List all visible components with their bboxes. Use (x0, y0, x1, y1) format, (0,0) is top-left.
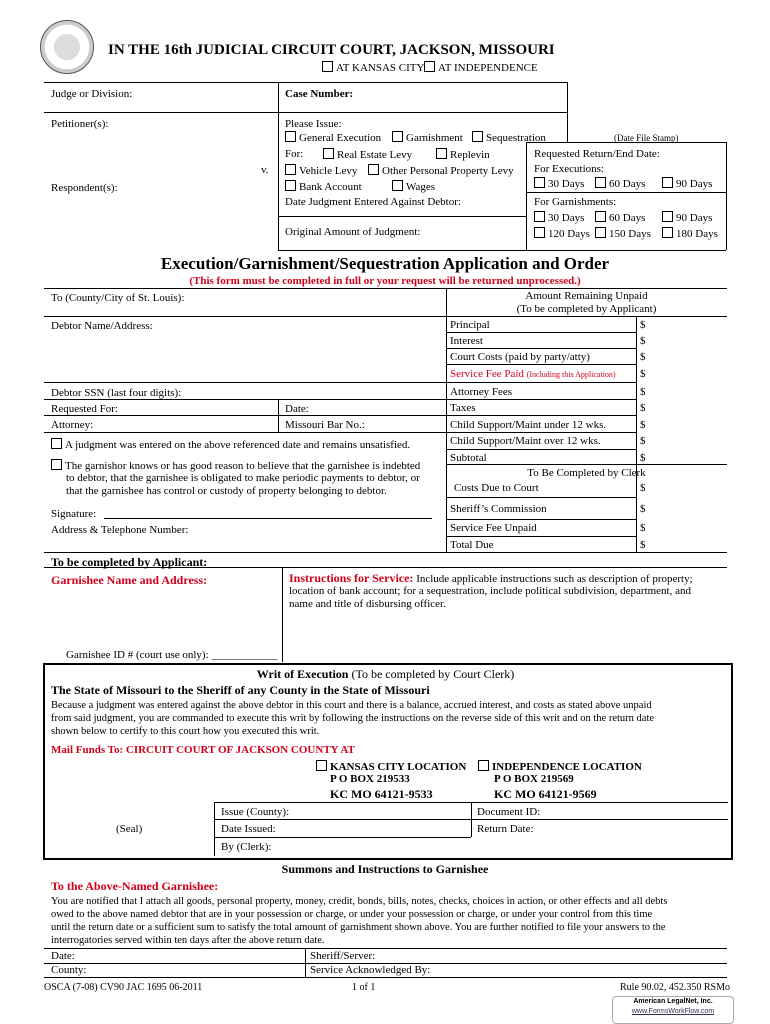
checkbox-icon[interactable] (51, 459, 62, 470)
issue-county-label: Issue (County): (221, 806, 290, 818)
form-subtitle: (This form must be completed in full or your request will be returned unprocessed.) (189, 275, 581, 287)
original-amount-label: Original Amount of Judgment: (285, 226, 421, 238)
garnishee-id-field[interactable]: Garnishee ID # (court use only): ____________ (66, 649, 278, 661)
checkbox-icon[interactable] (392, 180, 403, 191)
attorney-label: Attorney: (51, 419, 94, 431)
checkbox-icon[interactable] (595, 177, 606, 188)
requested-for-label: Requested For: (51, 403, 118, 415)
case-number-label: Case Number: (285, 88, 354, 100)
date-judgment-label: Date Judgment Entered Against Debtor: (285, 196, 461, 208)
dollar-sign: $ (640, 539, 646, 551)
vendor-logo (612, 996, 734, 1024)
option-wages[interactable]: Wages (392, 180, 435, 193)
seal-label: (Seal) (116, 823, 143, 835)
checkbox-icon[interactable] (322, 61, 333, 72)
checkbox-icon[interactable] (285, 164, 296, 175)
amount-unpaid-header: Amount Remaining Unpaid (525, 290, 648, 302)
address-phone-label: Address & Telephone Number: (51, 524, 189, 536)
garn-90-days[interactable]: 90 Days (662, 211, 712, 224)
sheriff-server-label: Sheriff/Server: (310, 950, 376, 962)
location-independence[interactable]: AT INDEPENDENCE (424, 61, 538, 74)
garn-60-days[interactable]: 60 Days (595, 211, 645, 224)
garnishor-statement-line3: that the garnishee has control or custody of property belonging to debtor. (66, 485, 387, 497)
checkbox-icon[interactable] (534, 177, 545, 188)
exec-60-days[interactable]: 60 Days (595, 177, 645, 190)
date-issued-label: Date Issued: (221, 823, 276, 835)
summons-body-line4: interrogatories served within ten days after the above return date. (51, 935, 325, 946)
instructions-line2: location of bank account; for a sequestration, include political subdivision, department, and (289, 585, 691, 597)
option-garnishment[interactable]: Garnishment (392, 131, 463, 144)
amount-total-due-label: Total Due (450, 539, 494, 551)
ind-po-box: P O BOX 219569 (494, 773, 574, 785)
option-general-execution[interactable]: General Execution (285, 131, 381, 144)
dollar-sign: $ (640, 503, 646, 515)
amount-child-under-label: Child Support/Maint under 12 wks. (450, 419, 607, 431)
dollar-sign: $ (640, 335, 646, 347)
signature-label: Signature: (51, 508, 97, 520)
checkbox-icon[interactable] (662, 211, 673, 222)
writ-state-line: The State of Missouri to the Sheriff of any County in the State of Missouri (51, 683, 430, 697)
kansas-city-location-option[interactable]: KANSAS CITY LOCATION (316, 760, 466, 773)
writ-body-line3: shown below to certify to this court how you executed this writ. (51, 726, 320, 737)
exec-90-days[interactable]: 90 Days (662, 177, 712, 190)
checkbox-icon[interactable] (424, 61, 435, 72)
clerk-header: To Be Completed by Clerk (527, 467, 646, 479)
respondent-label: Respondent(s): (51, 182, 118, 194)
amount-costs-due-label: Costs Due to Court (454, 482, 539, 494)
service-acknowledged-label: Service Acknowledged By: (310, 964, 431, 976)
amount-taxes-label: Taxes (450, 402, 476, 414)
amount-court-costs-label: Court Costs (paid by party/atty) (450, 351, 590, 363)
checkbox-icon[interactable] (285, 180, 296, 191)
to-county-label: To (County/City of St. Louis): (51, 292, 185, 304)
writ-title: Writ of Execution (To be completed by Court Clerk) (256, 667, 515, 681)
signature-line[interactable] (104, 518, 432, 519)
amount-attorney-fees-label: Attorney Fees (450, 386, 513, 398)
page-number: 1 of 1 (352, 982, 376, 993)
checkbox-icon[interactable] (595, 211, 606, 222)
checkbox-icon[interactable] (534, 227, 545, 238)
summons-title: Summons and Instructions to Garnishee (281, 862, 489, 876)
independence-location-option[interactable]: INDEPENDENCE LOCATION (478, 760, 642, 773)
for-label: For: (285, 148, 304, 160)
checkbox-icon[interactable] (595, 227, 606, 238)
checkbox-icon[interactable] (285, 131, 296, 142)
dollar-sign: $ (640, 386, 646, 398)
garnishee-name-label: Garnishee Name and Address: (51, 573, 208, 587)
summons-county-label: County: (51, 964, 87, 976)
court-title: IN THE 16th JUDICIAL CIRCUIT COURT, JACKSON, MISSOURI (108, 42, 555, 58)
document-id-label: Document ID: (477, 806, 541, 818)
checkbox-icon[interactable] (316, 760, 327, 771)
vendor-name: American LegalNet, Inc. (633, 998, 713, 1005)
instructions-line3: name and title of disbursing officer. (289, 598, 446, 610)
dollar-sign: $ (640, 368, 646, 380)
missouri-state-seal (40, 20, 94, 74)
garn-120-days[interactable]: 120 Days (534, 227, 590, 240)
kc-po-box: P O BOX 219533 (330, 773, 410, 785)
checkbox-icon[interactable] (478, 760, 489, 771)
exec-30-days[interactable]: 30 Days (534, 177, 584, 190)
form-title: Execution/Garnishment/Sequestration Application and Order (160, 254, 610, 273)
petitioner-label: Petitioner(s): (51, 118, 109, 130)
checkbox-icon[interactable] (436, 148, 447, 159)
versus-label: v. (261, 164, 269, 176)
option-other-levy[interactable]: Other Personal Property Levy (368, 164, 514, 177)
checkbox-icon[interactable] (534, 211, 545, 222)
date-file-stamp: (Date File Stamp) (614, 133, 679, 143)
return-end-date-label: Requested Return/End Date: (534, 148, 660, 160)
option-vehicle-levy[interactable]: Vehicle Levy (285, 164, 357, 177)
dollar-sign: $ (640, 482, 646, 494)
amount-child-over-label: Child Support/Maint over 12 wks. (450, 435, 601, 447)
checkbox-icon[interactable] (662, 177, 673, 188)
garn-30-days[interactable]: 30 Days (534, 211, 584, 224)
garnishor-statement[interactable]: The garnishor knows or has good reason to believe that the garnishee is indebted (51, 459, 420, 472)
kc-zip: KC MO 64121-9533 (330, 787, 433, 801)
debtor-name-label: Debtor Name/Address: (51, 320, 153, 332)
amount-principal-label: Principal (450, 319, 490, 331)
option-real-estate-levy[interactable]: Real Estate Levy (323, 148, 412, 161)
amount-service-fee-unpaid-label: Service Fee Unpaid (450, 522, 537, 534)
please-issue-label: Please Issue: (285, 118, 342, 130)
garn-180-days[interactable]: 180 Days (662, 227, 718, 240)
checkbox-icon[interactable] (368, 164, 379, 175)
writ-body-line1: Because a judgment was entered against the above debtor in this court and there is a balance, accrued interest, and costs as stated above unpaid (51, 700, 652, 711)
bar-no-label: Missouri Bar No.: (285, 419, 365, 431)
for-garnishments-label: For Garnishments: (534, 196, 617, 208)
amount-subtotal-label: Subtotal (450, 452, 487, 464)
garnishor-statement-line2: to debtor, that the garnishee is obligated to make periodic payments to debtor, or (66, 472, 420, 484)
garn-150-days[interactable]: 150 Days (595, 227, 651, 240)
vendor-url[interactable]: www.FormsWorkFlow.com (631, 1008, 715, 1015)
to-garnishee-label: To the Above-Named Garnishee: (51, 879, 219, 893)
option-bank-account[interactable]: Bank Account (285, 180, 362, 193)
ind-zip: KC MO 64121-9569 (494, 787, 597, 801)
judge-division-label: Judge or Division: (51, 88, 133, 100)
location-kansas-city[interactable]: AT KANSAS CITY (322, 61, 424, 74)
checkbox-icon[interactable] (392, 131, 403, 142)
by-clerk-label: By (Clerk): (221, 841, 272, 853)
summons-body-line3: until the return date or a sufficient sum to satisfy the total amount of garnishment shown above. You are further notified to file your answers to the (51, 922, 666, 933)
rule-reference: Rule 90.02, 452.350 RSMo (620, 982, 731, 993)
dollar-sign: $ (640, 452, 646, 464)
dollar-sign: $ (640, 319, 646, 331)
for-executions-label: For Executions: (534, 163, 604, 175)
mail-funds-label: Mail Funds To: CIRCUIT COURT OF JACKSON COUNTY AT (51, 744, 355, 756)
checkbox-icon[interactable] (323, 148, 334, 159)
checkbox-icon[interactable] (472, 131, 483, 142)
amount-service-fee-paid-label: Service Fee Paid (Including this Application) (450, 368, 616, 380)
option-sequestration[interactable]: Sequestration (472, 131, 546, 144)
date-label: Date: (285, 403, 309, 415)
return-date-label: Return Date: (477, 823, 534, 835)
dollar-sign: $ (640, 435, 646, 447)
writ-body-line2: from said judgment, you are commanded to execute this writ by following the instructions on the reverse side of this writ and on the return date (51, 713, 655, 724)
summons-date-label: Date: (51, 950, 75, 962)
checkbox-icon[interactable] (662, 227, 673, 238)
form-number: OSCA (7-08) CV90 JAC 1695 06-2011 (44, 982, 203, 993)
debtor-ssn-label: Debtor SSN (last four digits): (51, 387, 182, 399)
dollar-sign: $ (640, 419, 646, 431)
amount-unpaid-subheader: (To be completed by Applicant) (516, 303, 657, 315)
amount-interest-label: Interest (450, 335, 483, 347)
judgment-entered-statement[interactable]: A judgment was entered on the above referenced date and remains unsatisfied. (51, 438, 410, 451)
amount-sheriff-commission-label: Sheriff’s Commission (450, 503, 547, 515)
instructions-for-service: Instructions for Service: Include applicable instructions such as description of property; (289, 571, 693, 585)
applicant-heading: To be completed by Applicant: (51, 555, 208, 569)
dollar-sign: $ (640, 402, 646, 414)
summons-body-line1: You are notified that I attach all goods, personal property, money, credit, bonds, bills, notes, checks, choices in action, or other effects and all debts (51, 896, 668, 907)
dollar-sign: $ (640, 522, 646, 534)
dollar-sign: $ (640, 351, 646, 363)
checkbox-icon[interactable] (51, 438, 62, 449)
summons-body-line2: owed to the above named debtor that are in your possession or charge, or under your possession or charge, or under your control from this time (51, 909, 653, 920)
option-replevin[interactable]: Replevin (436, 148, 490, 161)
